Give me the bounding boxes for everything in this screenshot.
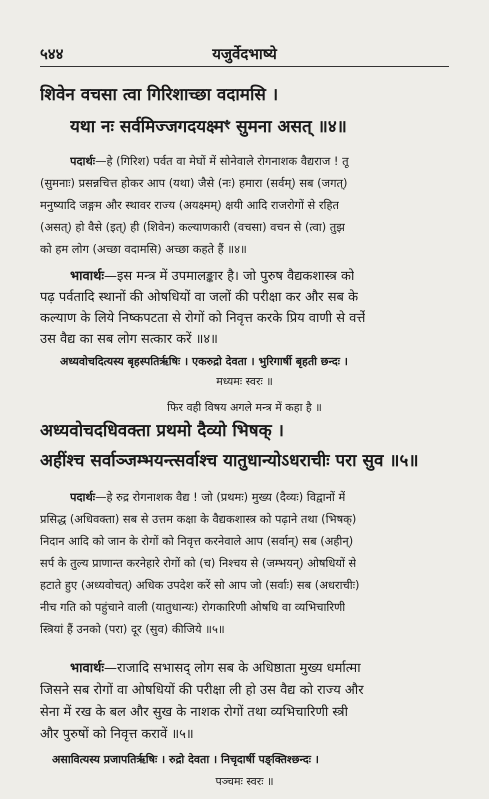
svara-line: मध्यमः स्वरः ॥ — [216, 375, 273, 388]
mantra-line: यथा नः सर्वमिज्जगदयक्ष्मꣳ सुमना असत् ॥४॥ — [70, 117, 347, 137]
bhavartha-line: भावार्थः—राजादि सभासद् लोग सब के अधिष्ठाता मुख्य धर्मात्मा — [70, 661, 361, 676]
padartha-label: पदार्थः — [70, 490, 96, 504]
padartha-line: (असत्) हो वैसे (इत्) ही (शिवेन) कल्याणकारी (वचसा) वचन से (त्वा) तुझ — [40, 220, 345, 234]
padartha-line: सर्प के तुल्य प्राणान्त करनेहारे रोगों को (च) निश्चय से (जम्भयन्) ओषधियों से — [40, 556, 357, 570]
bhavartha-label: भावार्थः — [70, 661, 105, 676]
bhavartha-line: उस वैद्य का सब लोग सत्कार करें ॥४॥ — [40, 332, 218, 347]
padartha-label: पदार्थः — [70, 154, 96, 168]
running-title: यजुर्वेदभाष्ये — [212, 45, 277, 63]
bhavartha-line: जिसने सब रोगों वा ओषधियों की परीक्षा ली हो उस वैद्य को राज्य और — [40, 683, 364, 698]
padartha-line: पदार्थः—हे रुद्र रोगनाशक वैद्य ! जो (प्रथमः) मुख्य (दैव्यः) विद्वानों में — [70, 490, 346, 504]
bhavartha-line: कल्याण के लिये निष्कपटता से रोगों को निवृत्त करके प्रिय वाणी से वर्त्ते — [40, 311, 366, 326]
mantra-line: अहींश्च सर्वाञ्जम्भयन्त्सर्वाश्च यातुधान्योऽधराचीः परा सुव ॥५॥ — [40, 451, 419, 471]
padartha-line: मनुष्यादि जङ्गम और स्थावर राज्य (अयक्ष्मम्) क्षयी आदि राजरोगों से रहित — [40, 198, 340, 212]
padartha-line: हटाते हुए (अध्यवोचत्) अधिक उपदेश करें सो आप जो (सर्वाः) सब (अधराचीः) — [40, 578, 360, 592]
bhavartha-line: और पुरुषों को निवृत्त करावें ॥५॥ — [40, 727, 194, 742]
bhavartha-line: पढ़ पर्वतादि स्थानों की ओषधियों वा जलों की परीक्षा कर और सब के — [40, 290, 359, 305]
padartha-line: प्रसिद्ध (अधिवक्ता) सब से उत्तम कक्षा के वैद्यकशास्त्र को पढ़ाने तथा (भिषक्) — [40, 512, 357, 526]
svara-line: पञ्चमः स्वरः ॥ — [215, 775, 274, 788]
padartha-line: को हम लोग (अच्छा वदामसि) अच्छा कहते हैं ॥४॥ — [40, 242, 247, 256]
page-number: ५४४ — [40, 45, 64, 63]
padartha-line: (सुमनाः) प्रसन्नचित्त होकर आप (यथा) जैसे (नः) हमारा (सर्वम्) सब (जगत्) — [40, 176, 348, 190]
section-intro: फिर वही विषय अगले मन्त्र में कहा है ॥ — [167, 401, 322, 414]
running-header — [40, 42, 449, 67]
mantra-line: अध्यवोचदधिवक्ता प्रथमो दैव्यो भिषक् । — [40, 421, 284, 441]
rishi-devata-line: अध्यवोचदित्यस्य बृहस्पतिर्ऋषिः । एकरुद्रो देवता । भुरिगार्षी बृहती छन्दः । — [60, 355, 348, 368]
padartha-line: पदार्थः—हे (गिरिश) पर्वत वा मेघों में सोनेवाले रोगनाशक वैद्यराज ! तू — [70, 154, 349, 168]
bhavartha-line: भावार्थः—इस मन्त्र में उपमालङ्कार है। जो पुरुष वैद्यकशास्त्र को — [70, 269, 355, 284]
bhavartha-label: भावार्थः — [70, 269, 105, 284]
padartha-line: निदान आदि को जान के रोगों को निवृत्त करनेवाले आप (सर्वान्) सब (अहीन्) — [40, 534, 354, 548]
rishi-devata-line: असावित्यस्य प्रजापतिर्ऋषिः । रुद्रो देवता । निचृदार्षी पङ्क्तिश्छन्दः । — [52, 753, 319, 766]
mantra-line: शिवेन वचसा त्वा गिरिशाच्छा वदामसि । — [40, 85, 279, 105]
padartha-line: नीच गति को पहुंचाने वाली (यातुधान्यः) रोगकारिणी ओषधि वा व्यभिचारिणी — [40, 600, 346, 614]
bhavartha-line: सेना में रख के बल और सुख के नाशक रोगों तथा व्यभिचारिणी स्त्री — [40, 705, 348, 720]
padartha-line: स्त्रियां हैं उनको (परा) दूर (सुव) कीजिये ॥५॥ — [40, 622, 225, 636]
